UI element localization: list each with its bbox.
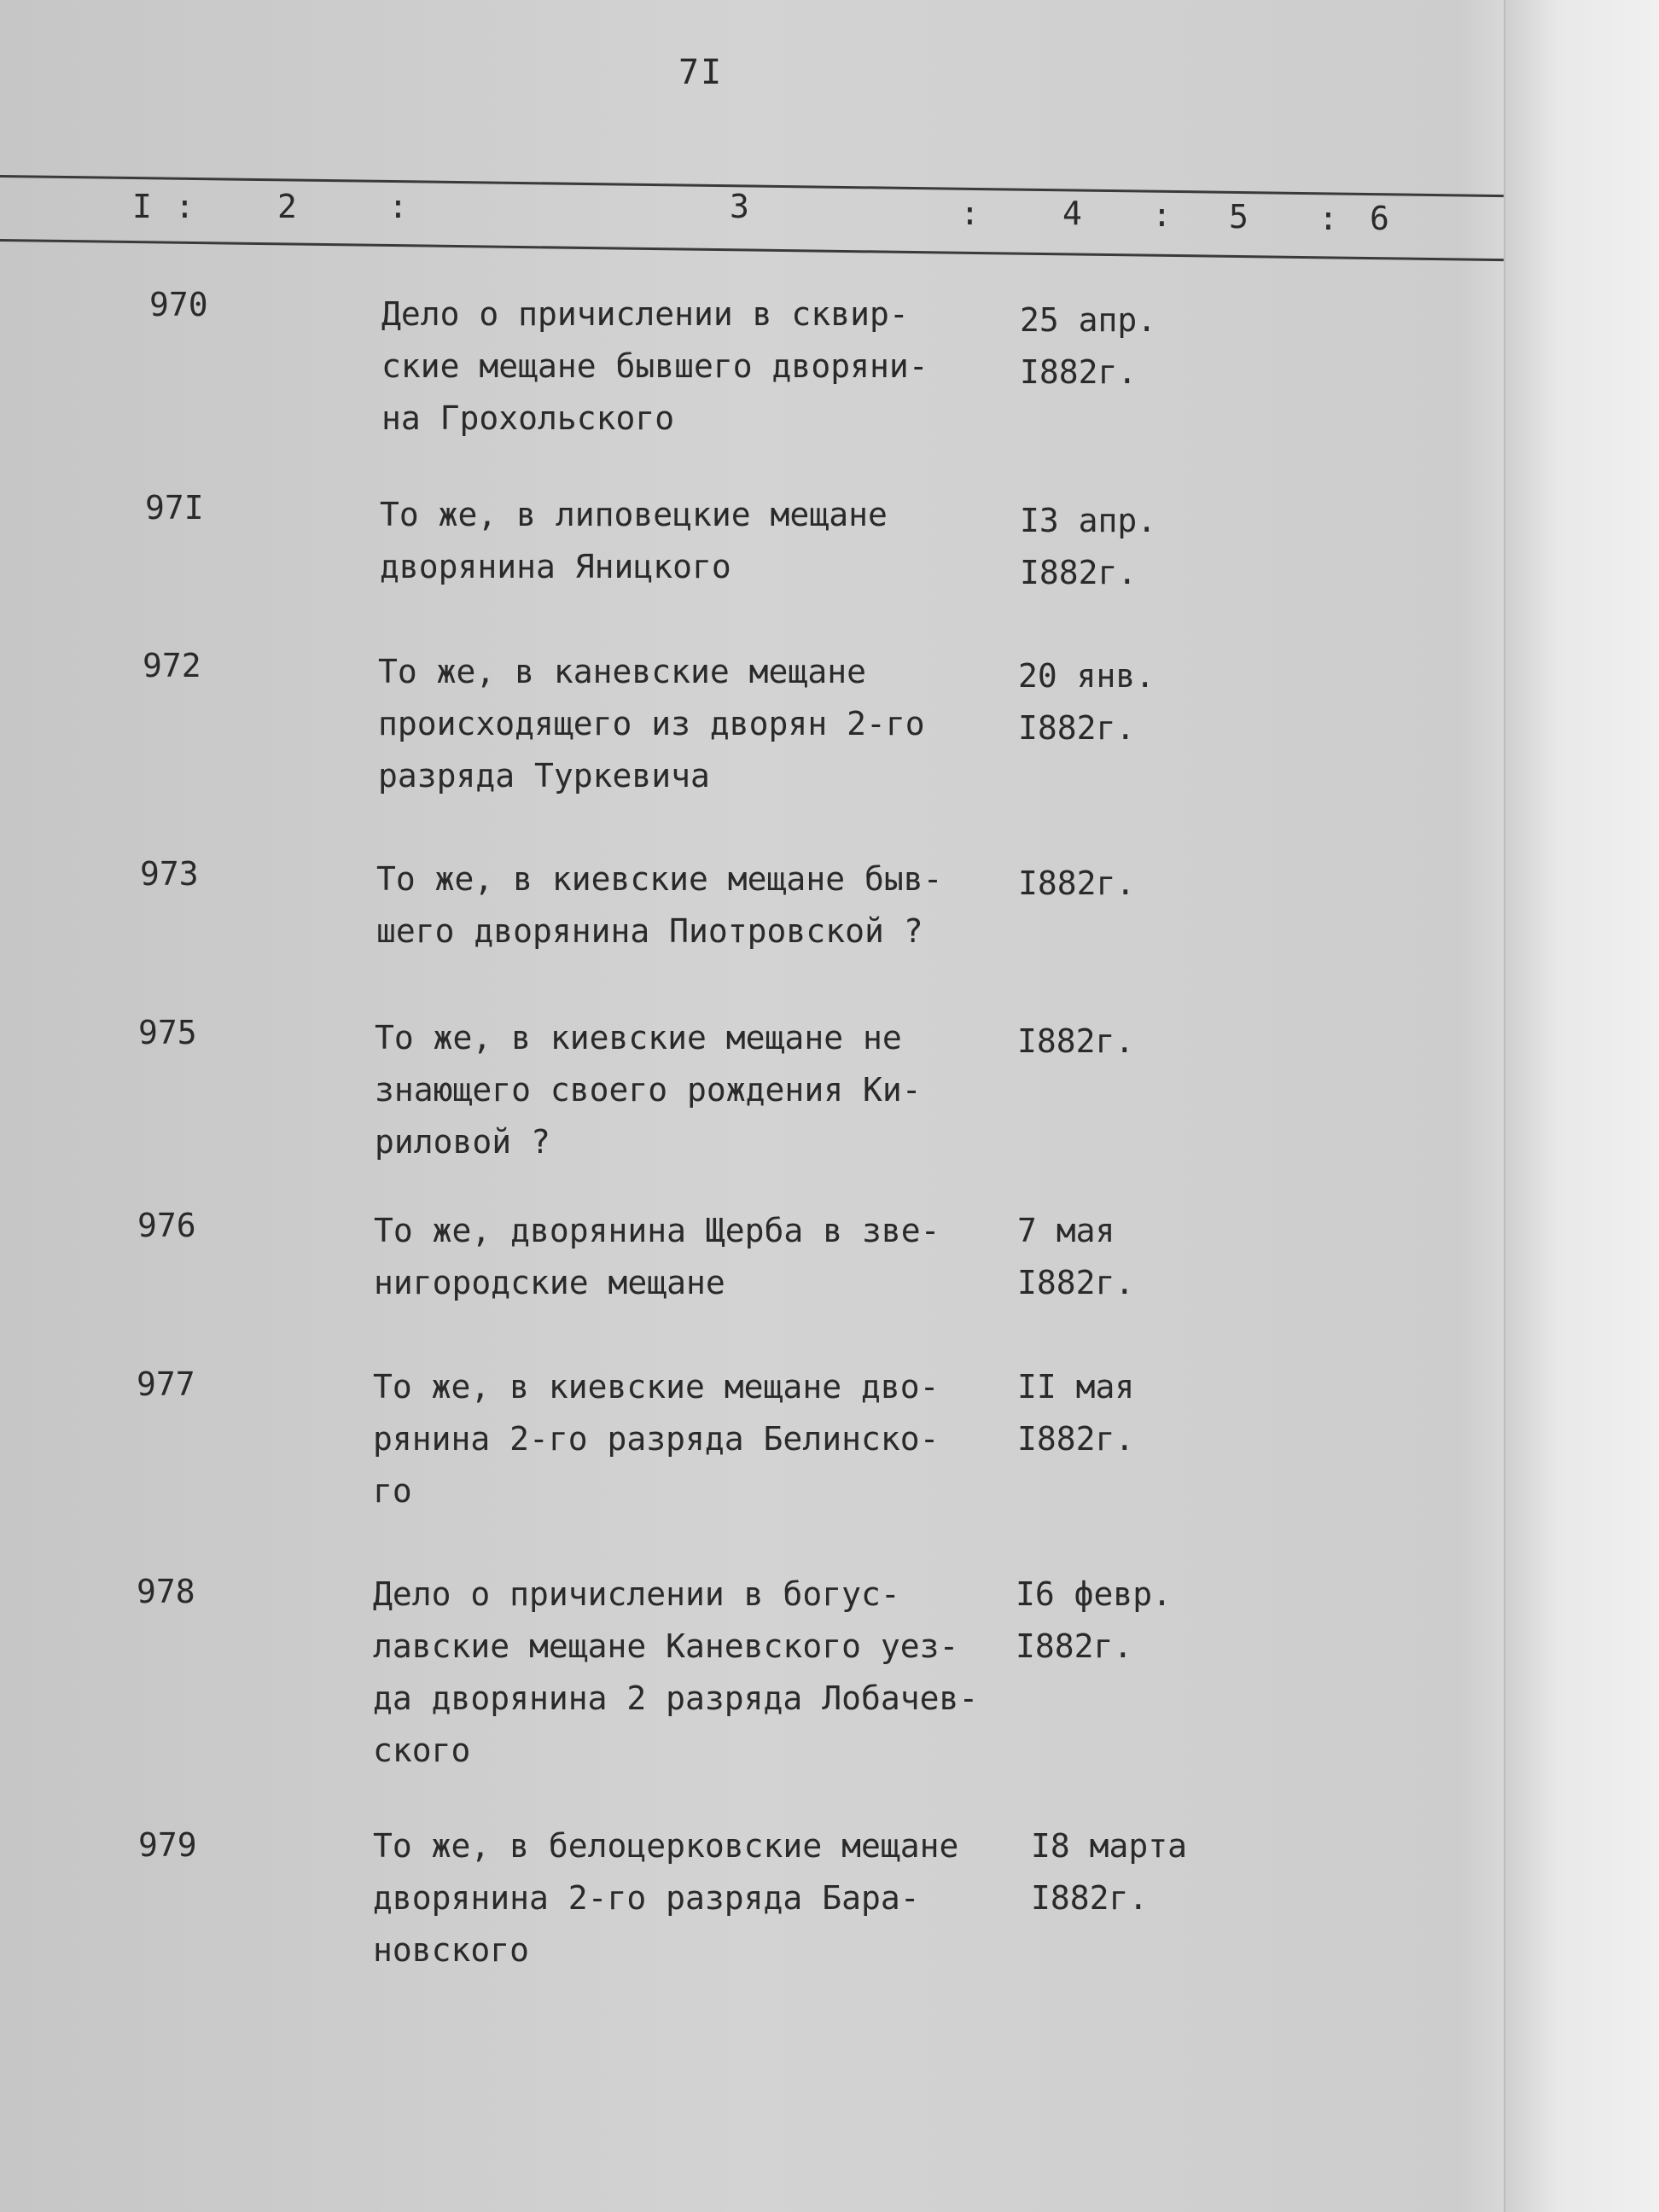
- record-number: 97I: [145, 489, 204, 527]
- record-number: 975: [138, 1014, 197, 1051]
- record-date: I882г.: [1017, 1022, 1135, 1060]
- record-date: 7 мая I882г.: [1017, 1212, 1135, 1301]
- record-number: 979: [138, 1826, 197, 1864]
- record-number: 972: [143, 647, 201, 684]
- record-description: То же, в киевские мещане не знающего своего рождения Ки- риловой ?: [375, 1019, 922, 1161]
- record-date: I3 апр. I882г.: [1020, 502, 1157, 591]
- column-1-label: I: [132, 188, 152, 225]
- record-number: 973: [140, 855, 199, 893]
- record-date: 20 янв. I882г.: [1018, 657, 1155, 747]
- record-number: 970: [149, 286, 208, 323]
- column-3-label: 3: [730, 188, 749, 225]
- column-4-label: 4: [1062, 195, 1082, 232]
- column-separator: :: [1318, 200, 1338, 237]
- record-number: 978: [137, 1573, 195, 1610]
- column-separator: :: [960, 195, 980, 232]
- record-description: Дело о причислении в сквир- ские мещане бывшего дворяни- на Грохольского: [381, 295, 928, 437]
- record-description: То же, в белоцерковские мещане дворянина 2-го разряда Бара- новского: [373, 1827, 959, 1969]
- record-date: I8 марта I882г.: [1031, 1827, 1188, 1917]
- record-description: То же, в липовецкие мещане дворянина Яницкого: [380, 496, 888, 585]
- column-header-row: [0, 188, 1504, 239]
- record-number: 976: [137, 1207, 196, 1244]
- column-separator: :: [1152, 196, 1172, 234]
- page-edge-shadow: [1504, 0, 1659, 2212]
- column-separator: :: [388, 188, 408, 225]
- record-date: I882г.: [1018, 864, 1136, 902]
- record-date: I6 февр. I882г.: [1016, 1575, 1173, 1665]
- record-date: 25 апр. I882г.: [1020, 301, 1157, 391]
- record-description: То же, в киевские мещане дво- рянина 2-го разряда Белинско- го: [373, 1368, 940, 1510]
- record-description: То же, в каневские мещане происходящего из дворян 2-го разряда Туркевича: [378, 653, 925, 795]
- column-6-label: 6: [1370, 200, 1389, 237]
- record-description: То же, дворянина Щерба в зве- нигородские мещане: [374, 1212, 940, 1301]
- column-5-label: 5: [1229, 198, 1249, 236]
- header-rule-bottom: [0, 239, 1504, 261]
- record-number: 977: [137, 1365, 195, 1403]
- record-date: II мая I882г.: [1017, 1368, 1135, 1458]
- page-number: 7I: [678, 53, 724, 92]
- column-2-label: 2: [277, 188, 297, 225]
- column-separator: :: [175, 188, 195, 225]
- record-description: Дело о причислении в богус- лавские мещане Каневского уез- да дворянина 2 разряда Лобачев- ского: [373, 1575, 979, 1769]
- record-description: То же, в киевские мещане быв- шего дворянина Пиотровской ?: [376, 860, 943, 950]
